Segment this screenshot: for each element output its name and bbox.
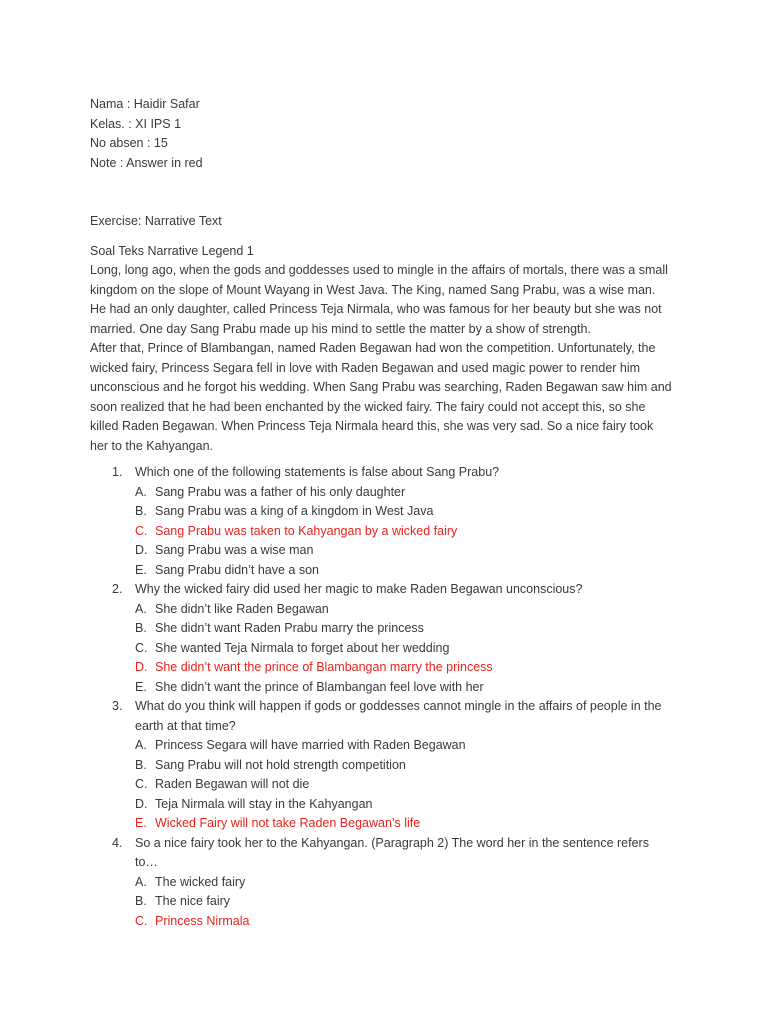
option-text: Sang Prabu was a father of his only daughter	[155, 484, 406, 499]
question-text	[135, 697, 686, 736]
option-letter: C.	[135, 777, 148, 791]
question-item	[90, 580, 686, 697]
question-number: 2.	[112, 582, 123, 596]
option-letter: E.	[135, 679, 147, 694]
option-letter: D.	[135, 660, 148, 674]
option-item	[135, 541, 686, 561]
legend-title: Soal Teks Narrative Legend 1	[90, 243, 254, 258]
answer-option	[135, 522, 686, 542]
option-text: Wicked Fairy will not take Raden Begawan’s life	[155, 816, 421, 830]
option-text: She didn’t like Raden Begawan	[155, 601, 329, 616]
question-text-line: to…	[135, 855, 158, 869]
option-item	[135, 619, 686, 639]
question-item	[90, 463, 686, 580]
question-number: 4.	[112, 835, 123, 850]
question-text-line: What do you think will happen if gods or goddesses cannot mingle in the affairs of people in the	[135, 699, 662, 713]
option-item	[135, 775, 686, 795]
option-text: The nice fairy	[155, 894, 231, 908]
option-text: She didn’t want Raden Prabu marry the princess	[155, 621, 424, 635]
option-text: The wicked fairy	[155, 874, 246, 889]
story-line: kingdom on the slope of Mount Wayang in West Java. The King, named Sang Prabu, was a wise man.	[90, 282, 656, 297]
answer-option	[135, 814, 686, 834]
option-letter: D.	[135, 543, 148, 557]
question-text	[135, 580, 686, 600]
option-letter: B.	[135, 894, 147, 908]
option-text: Sang Prabu was taken to Kahyangan by a wicked fairy	[155, 523, 458, 538]
answer-option	[135, 912, 686, 932]
story-line: He had an only daughter, called Princess Teja Nirmala, who was famous for her beauty but she was not	[90, 302, 662, 316]
story-line: soon realized that he had been enchanted by the wicked fairy. The fairy could not accept this, so she	[90, 399, 646, 414]
option-letter: B.	[135, 757, 147, 772]
exercise-title: Exercise: Narrative Text	[90, 214, 222, 228]
question-item	[90, 834, 686, 932]
option-letter: C.	[135, 913, 148, 928]
question-text	[135, 463, 686, 483]
note-line: Note : Answer in red	[90, 155, 203, 170]
option-letter: E.	[135, 816, 147, 830]
story-paragraph	[90, 261, 682, 456]
option-letter: D.	[135, 796, 148, 811]
option-text: She didn’t want the prince of Blambangan feel love with her	[155, 679, 484, 694]
option-letter: C.	[135, 640, 148, 655]
option-item	[135, 795, 686, 815]
answer-option	[135, 658, 686, 678]
option-text: She wanted Teja Nirmala to forget about her wedding	[155, 640, 450, 655]
option-item	[135, 873, 686, 893]
story-line: her to the Kahyangan.	[90, 438, 214, 453]
story-line: Long, long ago, when the gods and goddesses used to mingle in the affairs of mortals, there was a small	[90, 263, 668, 277]
option-item	[135, 483, 686, 503]
option-text: Sang Prabu didn’t have a son	[155, 562, 320, 577]
question-text-line: So a nice fairy took her to the Kahyangan. (Paragraph 2) The word her in the sentence refers	[135, 835, 649, 850]
question-text-line: earth at that time?	[135, 718, 236, 733]
option-list	[135, 873, 686, 932]
option-letter: E.	[135, 562, 147, 577]
option-list	[135, 736, 686, 834]
story-line: unconscious and he forgot his wedding. When Sang Prabu was searching, Raden Begawan saw him and	[90, 380, 672, 394]
question-item	[90, 697, 686, 834]
option-letter: C.	[135, 523, 148, 538]
option-text: Raden Begawan will not die	[155, 777, 310, 791]
story-line: wicked fairy, Princess Segara fell in love with Raden Begawan and used magic power to render him	[90, 360, 641, 375]
option-item	[135, 892, 686, 912]
option-list	[135, 600, 686, 698]
question-number: 1.	[112, 465, 123, 479]
student-class: Kelas. : XI IPS 1	[90, 116, 182, 131]
question-number: 3.	[112, 699, 123, 713]
option-text: Sang Prabu was a wise man	[155, 543, 314, 557]
option-letter: B.	[135, 504, 147, 518]
option-list	[135, 483, 686, 581]
option-text: Sang Prabu was a king of a kingdom in West Java	[155, 504, 434, 518]
option-text: Sang Prabu will not hold strength competition	[155, 757, 406, 772]
option-text: Princess Nirmala	[155, 913, 250, 928]
option-text: Teja Nirmala will stay in the Kahyangan	[155, 796, 373, 811]
option-letter: B.	[135, 621, 147, 635]
story-line: After that, Prince of Blambangan, named Raden Begawan had won the competition. Unfortunately, the	[90, 341, 656, 355]
student-name: Nama : Haidir Safar	[90, 97, 200, 111]
story-line: killed Raden Begawan. When Princess Teja Nirmala heard this, she was very sad. So a nice fairy took	[90, 419, 654, 433]
spacer	[90, 232, 686, 242]
spacer	[90, 173, 686, 212]
option-letter: A.	[135, 601, 147, 616]
document-page	[90, 95, 686, 931]
option-letter: A.	[135, 738, 147, 752]
student-number: No absen : 15	[90, 136, 168, 150]
option-item	[135, 639, 686, 659]
option-item	[135, 756, 686, 776]
option-text: Princess Segara will have married with Raden Begawan	[155, 738, 466, 752]
option-item	[135, 678, 686, 698]
question-text	[135, 834, 686, 873]
story-line: married. One day Sang Prabu made up his mind to settle the matter by a show of strength.	[90, 321, 591, 336]
option-letter: A.	[135, 874, 147, 889]
question-text-line: Why the wicked fairy did used her magic to make Raden Begawan unconscious?	[135, 582, 583, 596]
option-item	[135, 600, 686, 620]
option-item	[135, 502, 686, 522]
option-item	[135, 736, 686, 756]
question-text-line: Which one of the following statements is false about Sang Prabu?	[135, 465, 500, 479]
option-letter: A.	[135, 484, 147, 499]
option-item	[135, 561, 686, 581]
question-list	[90, 463, 686, 931]
option-text: She didn’t want the prince of Blambangan marry the princess	[155, 660, 493, 674]
